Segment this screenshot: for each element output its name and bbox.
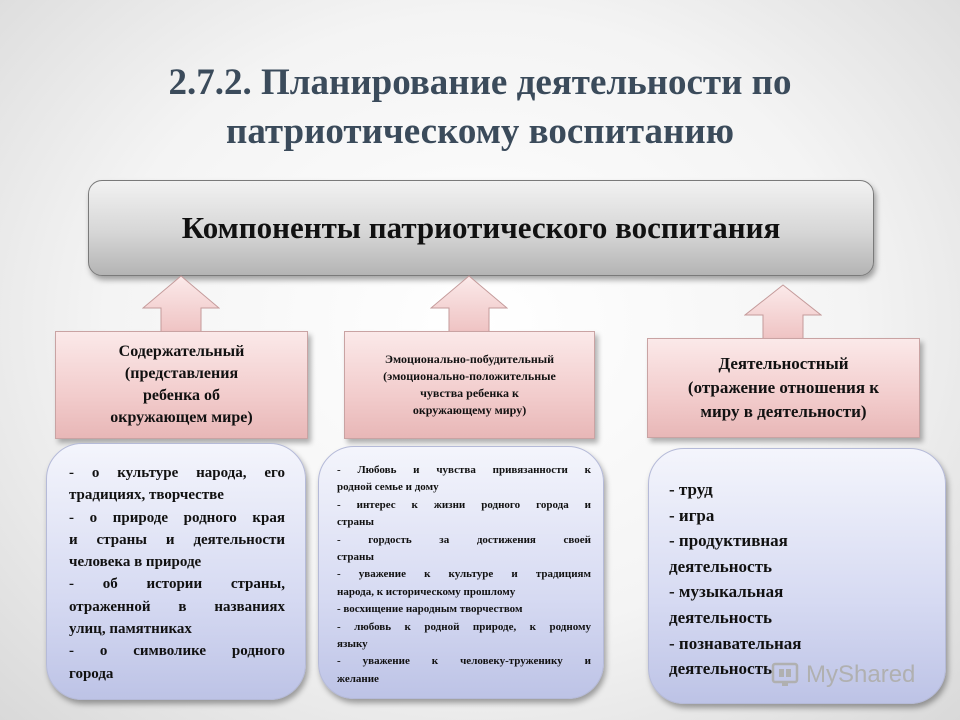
component-line: ребенка об	[142, 387, 221, 404]
detail-line: - музыкальная	[669, 582, 784, 602]
detail-line: традициях, творчестве	[69, 487, 224, 504]
detail-line: народа, к историческому прошлому	[337, 585, 516, 598]
detail-line: - о природе родного края	[69, 509, 285, 526]
component-content-box	[55, 331, 308, 439]
component-line: (представления	[124, 365, 239, 382]
component-line: окружающем мире)	[110, 409, 253, 426]
component-line: (эмоционально-положительные	[383, 369, 556, 383]
component-line: Содержательный	[118, 343, 245, 360]
detail-line: улиц, памятниках	[69, 621, 192, 638]
detail-line: - продуктивная	[669, 531, 788, 551]
detail-line: - о культуре народа, его	[69, 465, 285, 481]
component-emotional-box	[344, 331, 595, 439]
title-line-1: 2.7.2. Планирование деятельности по	[168, 62, 792, 103]
detail-line: - интерес к жизни родного города и	[337, 498, 591, 511]
detail-line: человека в природе	[69, 554, 202, 571]
detail-line: деятельность	[669, 659, 772, 679]
detail-line: - уважение к культуре и традициям	[337, 568, 591, 581]
detail-line: - уважение к человеку-труженику и	[337, 655, 591, 668]
detail-line: деятельность	[669, 607, 772, 627]
component-line: (отражение отношения к	[687, 378, 880, 397]
watermark-text: MyShared	[806, 661, 916, 688]
detail-line: - Любовь и чувства привязанности к	[337, 464, 591, 476]
detail-line: - любовь к родной природе, к родному	[337, 620, 591, 633]
detail-line: - о символике родного	[69, 643, 285, 660]
content-details-box	[46, 443, 306, 700]
emotional-details-box	[318, 446, 604, 699]
detail-line: города	[69, 665, 114, 682]
detail-line: - об истории страны,	[69, 576, 285, 593]
component-line: Деятельностный	[718, 354, 849, 373]
component-line: миру в деятельности)	[700, 402, 867, 421]
detail-line: - познавательная	[669, 633, 802, 653]
detail-line: - труд	[669, 480, 713, 499]
detail-line: желание	[337, 672, 379, 685]
up-arrow-icon	[744, 284, 822, 340]
detail-line: языку	[337, 638, 368, 651]
component-line: чувства ребенка к	[420, 386, 519, 400]
up-arrow-icon	[430, 275, 508, 333]
myshared-logo-icon	[770, 660, 800, 690]
component-activity-box	[647, 338, 920, 438]
detail-line: деятельность	[669, 556, 772, 576]
component-line: окружающему миру)	[412, 403, 527, 417]
up-arrow-icon	[142, 275, 220, 333]
detail-line: родной семье и дому	[337, 481, 439, 494]
detail-line: страны	[337, 551, 374, 564]
detail-line: - восхищение народным творчеством	[337, 603, 523, 616]
detail-line: и страны и деятельности	[69, 531, 285, 548]
main-component-box: Компоненты патриотического воспитания	[88, 180, 874, 276]
detail-line: отраженной в названиях	[69, 598, 285, 615]
component-line: Эмоционально-побудительный	[384, 352, 555, 366]
detail-line: - гордость за достижения своей	[337, 533, 591, 546]
slide-title	[60, 58, 900, 156]
watermark	[770, 658, 940, 692]
detail-line: страны	[337, 516, 374, 529]
title-line-2: патриотическому воспитанию	[226, 111, 734, 152]
detail-line: - игра	[669, 505, 715, 525]
